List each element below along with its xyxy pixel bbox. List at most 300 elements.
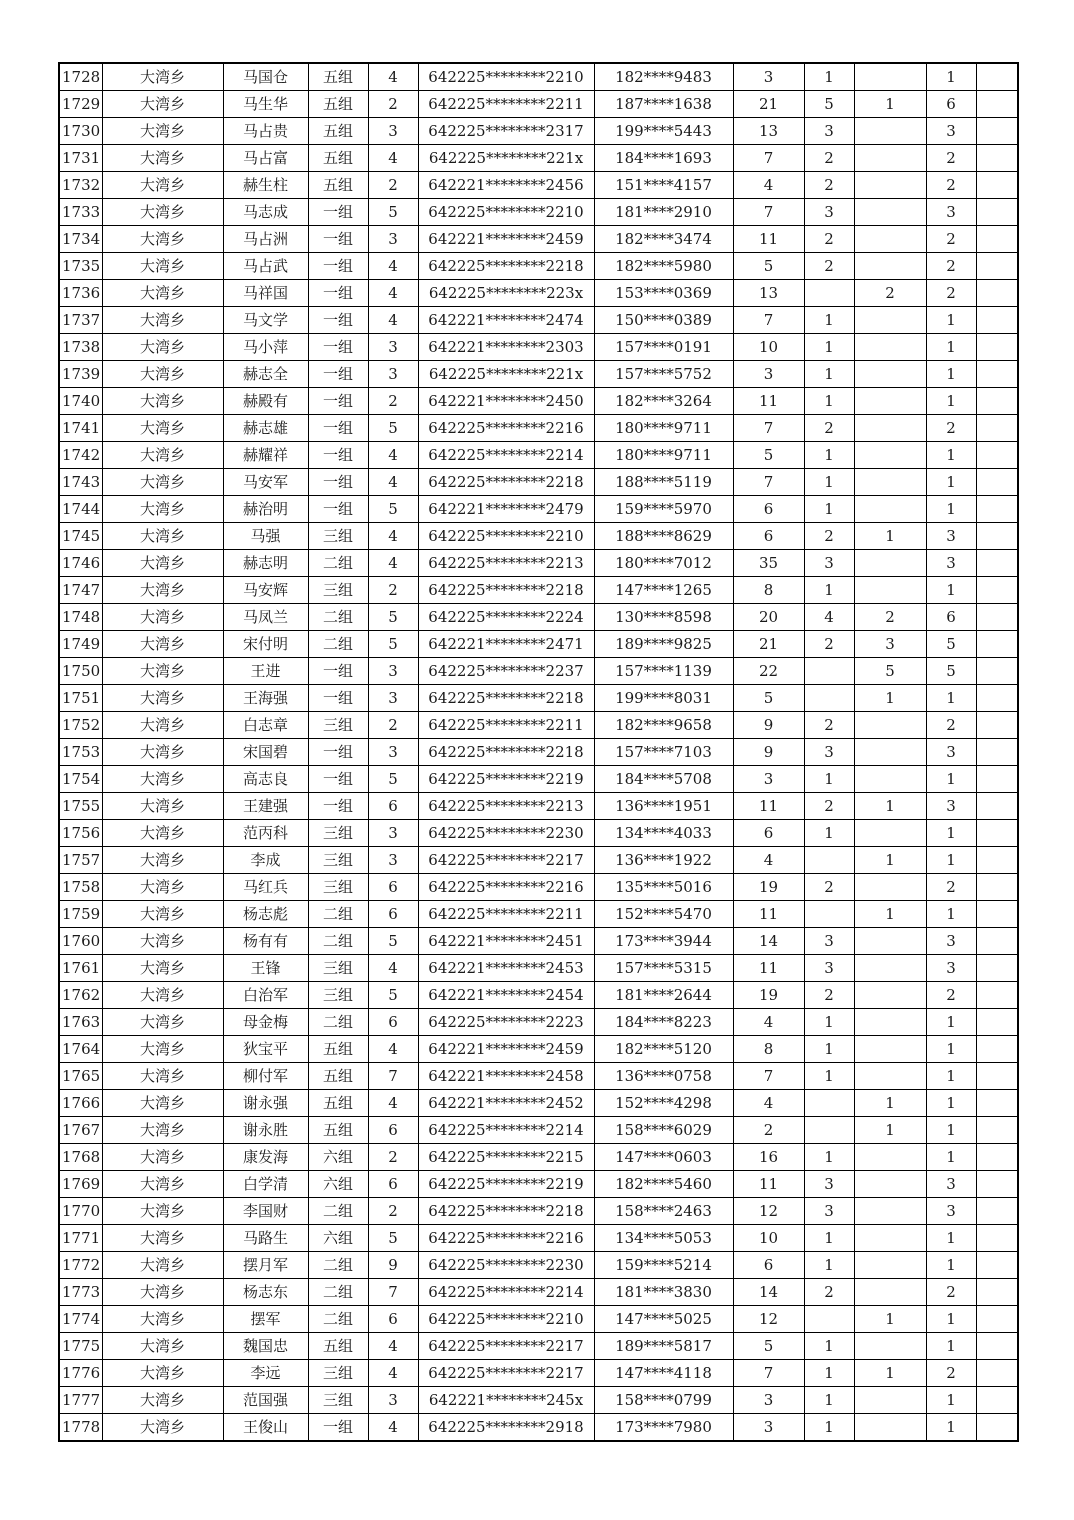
cell-phone_masked: 181****3830: [594, 1279, 733, 1306]
table-row: [59, 118, 1018, 145]
cell-total: 1: [926, 1252, 976, 1279]
cell-township: 大湾乡: [102, 1063, 223, 1090]
cell-num3: [854, 469, 926, 496]
cell-group: 一组: [308, 1414, 368, 1442]
table-row: [59, 172, 1018, 199]
cell-no: 1752: [59, 712, 102, 739]
cell-blank: [976, 1360, 1018, 1387]
cell-group: 三组: [308, 955, 368, 982]
cell-township: 大湾乡: [102, 712, 223, 739]
cell-group: 五组: [308, 1333, 368, 1360]
cell-total: 3: [926, 199, 976, 226]
table-row: [59, 1063, 1018, 1090]
cell-num1: 6: [733, 523, 804, 550]
cell-group: 二组: [308, 1009, 368, 1036]
cell-phone_masked: 182****3474: [594, 226, 733, 253]
cell-id_masked: 642225********2210: [418, 63, 594, 91]
cell-count: 4: [368, 1360, 418, 1387]
cell-num3: 1: [854, 1306, 926, 1333]
cell-blank: [976, 91, 1018, 118]
cell-group: 三组: [308, 523, 368, 550]
cell-id_masked: 642225********2218: [418, 469, 594, 496]
cell-phone_masked: 184****5708: [594, 766, 733, 793]
cell-phone_masked: 147****0603: [594, 1144, 733, 1171]
cell-no: 1739: [59, 361, 102, 388]
cell-num1: 3: [733, 1414, 804, 1442]
cell-num3: [854, 550, 926, 577]
cell-name: 摆月军: [223, 1252, 308, 1279]
table-row: [59, 1306, 1018, 1333]
cell-num2: [804, 901, 854, 928]
cell-num1: 21: [733, 91, 804, 118]
cell-num3: [854, 63, 926, 91]
table-row: [59, 793, 1018, 820]
cell-township: 大湾乡: [102, 1171, 223, 1198]
cell-township: 大湾乡: [102, 1090, 223, 1117]
cell-no: 1758: [59, 874, 102, 901]
cell-phone_masked: 136****1922: [594, 847, 733, 874]
cell-township: 大湾乡: [102, 577, 223, 604]
cell-township: 大湾乡: [102, 496, 223, 523]
cell-name: 马占武: [223, 253, 308, 280]
cell-no: 1749: [59, 631, 102, 658]
table-row: [59, 1360, 1018, 1387]
cell-blank: [976, 253, 1018, 280]
cell-no: 1761: [59, 955, 102, 982]
cell-id_masked: 642225********2230: [418, 820, 594, 847]
cell-blank: [976, 550, 1018, 577]
cell-total: 1: [926, 1117, 976, 1144]
cell-num1: 7: [733, 1063, 804, 1090]
cell-name: 宋国碧: [223, 739, 308, 766]
cell-id_masked: 642225********2210: [418, 523, 594, 550]
table-row: [59, 388, 1018, 415]
cell-name: 宋付明: [223, 631, 308, 658]
cell-group: 二组: [308, 901, 368, 928]
cell-num1: 11: [733, 388, 804, 415]
cell-phone_masked: 157****5752: [594, 361, 733, 388]
cell-no: 1734: [59, 226, 102, 253]
cell-id_masked: 642221********2453: [418, 955, 594, 982]
cell-group: 一组: [308, 280, 368, 307]
cell-num3: [854, 1198, 926, 1225]
cell-num2: 1: [804, 361, 854, 388]
cell-phone_masked: 159****5970: [594, 496, 733, 523]
cell-group: 一组: [308, 361, 368, 388]
cell-num2: [804, 1090, 854, 1117]
cell-count: 2: [368, 388, 418, 415]
cell-phone_masked: 147****1265: [594, 577, 733, 604]
cell-group: 二组: [308, 1198, 368, 1225]
table-row: [59, 199, 1018, 226]
cell-phone_masked: 173****7980: [594, 1414, 733, 1442]
cell-name: 马安辉: [223, 577, 308, 604]
cell-phone_masked: 187****1638: [594, 91, 733, 118]
cell-group: 一组: [308, 739, 368, 766]
cell-group: 三组: [308, 874, 368, 901]
cell-township: 大湾乡: [102, 253, 223, 280]
cell-phone_masked: 134****4033: [594, 820, 733, 847]
cell-num3: [854, 1063, 926, 1090]
cell-count: 2: [368, 712, 418, 739]
cell-num3: [854, 1171, 926, 1198]
cell-count: 6: [368, 1306, 418, 1333]
cell-num2: [804, 685, 854, 712]
cell-blank: [976, 1117, 1018, 1144]
cell-count: 3: [368, 226, 418, 253]
cell-township: 大湾乡: [102, 847, 223, 874]
cell-count: 3: [368, 334, 418, 361]
table-row: [59, 631, 1018, 658]
cell-count: 4: [368, 523, 418, 550]
cell-township: 大湾乡: [102, 280, 223, 307]
cell-blank: [976, 1252, 1018, 1279]
cell-blank: [976, 982, 1018, 1009]
cell-blank: [976, 280, 1018, 307]
cell-num2: 2: [804, 253, 854, 280]
table-row: [59, 307, 1018, 334]
cell-id_masked: 642221********2454: [418, 982, 594, 1009]
cell-group: 三组: [308, 1360, 368, 1387]
cell-no: 1737: [59, 307, 102, 334]
cell-township: 大湾乡: [102, 1387, 223, 1414]
cell-group: 一组: [308, 442, 368, 469]
cell-num3: [854, 712, 926, 739]
cell-group: 二组: [308, 1252, 368, 1279]
cell-phone_masked: 136****1951: [594, 793, 733, 820]
cell-no: 1748: [59, 604, 102, 631]
cell-num3: 1: [854, 847, 926, 874]
cell-blank: [976, 766, 1018, 793]
cell-name: 马小萍: [223, 334, 308, 361]
cell-id_masked: 642225********2213: [418, 550, 594, 577]
cell-blank: [976, 874, 1018, 901]
table-row: [59, 1252, 1018, 1279]
cell-township: 大湾乡: [102, 685, 223, 712]
table-row: [59, 1387, 1018, 1414]
cell-total: 2: [926, 280, 976, 307]
cell-num2: [804, 847, 854, 874]
cell-total: 1: [926, 820, 976, 847]
cell-group: 三组: [308, 712, 368, 739]
cell-township: 大湾乡: [102, 631, 223, 658]
cell-group: 二组: [308, 928, 368, 955]
cell-num3: 1: [854, 91, 926, 118]
cell-num2: 2: [804, 982, 854, 1009]
cell-phone_masked: 182****5980: [594, 253, 733, 280]
cell-no: 1768: [59, 1144, 102, 1171]
cell-phone_masked: 182****5460: [594, 1171, 733, 1198]
cell-township: 大湾乡: [102, 955, 223, 982]
cell-total: 3: [926, 523, 976, 550]
cell-township: 大湾乡: [102, 442, 223, 469]
cell-num2: 3: [804, 118, 854, 145]
cell-count: 4: [368, 63, 418, 91]
cell-id_masked: 642225********2214: [418, 1279, 594, 1306]
cell-group: 五组: [308, 145, 368, 172]
cell-num3: [854, 199, 926, 226]
cell-no: 1732: [59, 172, 102, 199]
cell-group: 五组: [308, 1117, 368, 1144]
cell-num1: 22: [733, 658, 804, 685]
cell-num1: 3: [733, 361, 804, 388]
cell-blank: [976, 307, 1018, 334]
cell-no: 1755: [59, 793, 102, 820]
cell-num3: [854, 982, 926, 1009]
cell-group: 五组: [308, 1036, 368, 1063]
cell-num2: 2: [804, 415, 854, 442]
cell-name: 范国强: [223, 1387, 308, 1414]
cell-phone_masked: 157****5315: [594, 955, 733, 982]
cell-name: 王俊山: [223, 1414, 308, 1442]
cell-phone_masked: 130****8598: [594, 604, 733, 631]
cell-num3: 1: [854, 793, 926, 820]
cell-name: 白治军: [223, 982, 308, 1009]
cell-num3: [854, 172, 926, 199]
cell-total: 2: [926, 712, 976, 739]
cell-count: 5: [368, 982, 418, 1009]
cell-name: 王锋: [223, 955, 308, 982]
cell-num2: 3: [804, 928, 854, 955]
cell-name: 赫耀祥: [223, 442, 308, 469]
cell-num2: 1: [804, 496, 854, 523]
cell-total: 1: [926, 901, 976, 928]
cell-group: 三组: [308, 1387, 368, 1414]
table-row: [59, 1279, 1018, 1306]
cell-count: 6: [368, 1117, 418, 1144]
cell-num1: 8: [733, 1036, 804, 1063]
cell-id_masked: 642221********2459: [418, 1036, 594, 1063]
cell-num2: 1: [804, 388, 854, 415]
cell-no: 1751: [59, 685, 102, 712]
cell-count: 2: [368, 91, 418, 118]
cell-blank: [976, 1009, 1018, 1036]
cell-township: 大湾乡: [102, 307, 223, 334]
cell-num1: 10: [733, 1225, 804, 1252]
cell-name: 赫志全: [223, 361, 308, 388]
cell-num2: 1: [804, 307, 854, 334]
table-row: [59, 1117, 1018, 1144]
cell-id_masked: 642225********2218: [418, 577, 594, 604]
cell-name: 马凤兰: [223, 604, 308, 631]
cell-total: 1: [926, 1333, 976, 1360]
cell-township: 大湾乡: [102, 901, 223, 928]
cell-phone_masked: 159****5214: [594, 1252, 733, 1279]
cell-id_masked: 642225********2219: [418, 1171, 594, 1198]
cell-no: 1775: [59, 1333, 102, 1360]
cell-num2: 2: [804, 523, 854, 550]
cell-id_masked: 642225********2218: [418, 253, 594, 280]
cell-name: 谢永胜: [223, 1117, 308, 1144]
cell-blank: [976, 523, 1018, 550]
cell-num2: 3: [804, 1198, 854, 1225]
cell-no: 1770: [59, 1198, 102, 1225]
cell-township: 大湾乡: [102, 766, 223, 793]
cell-num1: 4: [733, 172, 804, 199]
cell-id_masked: 642225********2210: [418, 1306, 594, 1333]
cell-name: 白志章: [223, 712, 308, 739]
cell-num3: [854, 928, 926, 955]
cell-no: 1743: [59, 469, 102, 496]
cell-id_masked: 642225********2216: [418, 874, 594, 901]
cell-name: 马占洲: [223, 226, 308, 253]
cell-group: 一组: [308, 766, 368, 793]
cell-name: 马生华: [223, 91, 308, 118]
cell-phone_masked: 189****5817: [594, 1333, 733, 1360]
cell-no: 1742: [59, 442, 102, 469]
cell-total: 3: [926, 739, 976, 766]
cell-no: 1744: [59, 496, 102, 523]
cell-count: 6: [368, 901, 418, 928]
cell-num1: 5: [733, 685, 804, 712]
cell-id_masked: 642225********2217: [418, 1333, 594, 1360]
cell-blank: [976, 793, 1018, 820]
cell-no: 1756: [59, 820, 102, 847]
cell-num3: [854, 145, 926, 172]
cell-total: 1: [926, 1036, 976, 1063]
cell-id_masked: 642221********2471: [418, 631, 594, 658]
cell-total: 3: [926, 928, 976, 955]
cell-phone_masked: 182****9483: [594, 63, 733, 91]
cell-township: 大湾乡: [102, 1360, 223, 1387]
cell-num2: 5: [804, 91, 854, 118]
table-body: [59, 63, 1018, 1441]
cell-total: 1: [926, 469, 976, 496]
cell-no: 1746: [59, 550, 102, 577]
cell-num1: 12: [733, 1198, 804, 1225]
cell-num3: [854, 1414, 926, 1442]
resident-roster-table: [58, 62, 1019, 1442]
cell-blank: [976, 631, 1018, 658]
cell-total: 2: [926, 172, 976, 199]
cell-total: 3: [926, 1198, 976, 1225]
cell-num2: 2: [804, 1279, 854, 1306]
cell-num2: 2: [804, 793, 854, 820]
cell-num1: 19: [733, 982, 804, 1009]
cell-blank: [976, 1063, 1018, 1090]
cell-no: 1765: [59, 1063, 102, 1090]
cell-total: 2: [926, 1279, 976, 1306]
cell-num3: [854, 874, 926, 901]
cell-group: 五组: [308, 118, 368, 145]
cell-group: 三组: [308, 847, 368, 874]
cell-num1: 13: [733, 118, 804, 145]
cell-phone_masked: 147****4118: [594, 1360, 733, 1387]
cell-num3: [854, 442, 926, 469]
cell-count: 4: [368, 1414, 418, 1442]
cell-group: 五组: [308, 1063, 368, 1090]
cell-num2: 3: [804, 199, 854, 226]
cell-total: 1: [926, 361, 976, 388]
cell-township: 大湾乡: [102, 145, 223, 172]
cell-num2: [804, 1117, 854, 1144]
cell-num3: [854, 1144, 926, 1171]
cell-name: 马路生: [223, 1225, 308, 1252]
cell-num1: 11: [733, 226, 804, 253]
cell-total: 1: [926, 496, 976, 523]
cell-name: 马占富: [223, 145, 308, 172]
cell-township: 大湾乡: [102, 226, 223, 253]
cell-township: 大湾乡: [102, 469, 223, 496]
cell-group: 五组: [308, 172, 368, 199]
cell-no: 1753: [59, 739, 102, 766]
table-row: [59, 982, 1018, 1009]
cell-phone_masked: 173****3944: [594, 928, 733, 955]
cell-num3: [854, 739, 926, 766]
cell-township: 大湾乡: [102, 63, 223, 91]
cell-phone_masked: 180****7012: [594, 550, 733, 577]
cell-total: 1: [926, 685, 976, 712]
cell-township: 大湾乡: [102, 1198, 223, 1225]
cell-no: 1728: [59, 63, 102, 91]
cell-num3: [854, 496, 926, 523]
table-row: [59, 253, 1018, 280]
cell-count: 7: [368, 1063, 418, 1090]
cell-count: 2: [368, 1198, 418, 1225]
cell-blank: [976, 415, 1018, 442]
cell-num3: [854, 1225, 926, 1252]
cell-num1: 4: [733, 1090, 804, 1117]
cell-township: 大湾乡: [102, 820, 223, 847]
cell-township: 大湾乡: [102, 361, 223, 388]
cell-no: 1757: [59, 847, 102, 874]
cell-name: 柳付军: [223, 1063, 308, 1090]
cell-num1: 13: [733, 280, 804, 307]
cell-blank: [976, 712, 1018, 739]
cell-count: 4: [368, 307, 418, 334]
cell-group: 一组: [308, 334, 368, 361]
cell-township: 大湾乡: [102, 523, 223, 550]
cell-num3: [854, 1279, 926, 1306]
cell-group: 一组: [308, 658, 368, 685]
cell-num2: 1: [804, 63, 854, 91]
cell-phone_masked: 180****9711: [594, 442, 733, 469]
cell-id_masked: 642225********2211: [418, 91, 594, 118]
cell-num1: 6: [733, 496, 804, 523]
cell-blank: [976, 1036, 1018, 1063]
cell-id_masked: 642221********2474: [418, 307, 594, 334]
cell-phone_masked: 151****4157: [594, 172, 733, 199]
cell-num3: [854, 1333, 926, 1360]
cell-count: 2: [368, 577, 418, 604]
cell-group: 二组: [308, 604, 368, 631]
cell-total: 1: [926, 1306, 976, 1333]
cell-total: 1: [926, 1090, 976, 1117]
cell-name: 马占贵: [223, 118, 308, 145]
cell-blank: [976, 361, 1018, 388]
cell-no: 1760: [59, 928, 102, 955]
cell-blank: [976, 577, 1018, 604]
cell-num2: [804, 280, 854, 307]
cell-id_masked: 642221********2479: [418, 496, 594, 523]
cell-id_masked: 642225********2217: [418, 1360, 594, 1387]
cell-count: 5: [368, 415, 418, 442]
cell-blank: [976, 118, 1018, 145]
cell-name: 马志成: [223, 199, 308, 226]
cell-name: 杨志东: [223, 1279, 308, 1306]
cell-num3: [854, 1036, 926, 1063]
table-row: [59, 523, 1018, 550]
cell-name: 赫治明: [223, 496, 308, 523]
cell-num1: 5: [733, 442, 804, 469]
cell-group: 一组: [308, 496, 368, 523]
cell-total: 1: [926, 1009, 976, 1036]
table-row: [59, 442, 1018, 469]
cell-num3: [854, 820, 926, 847]
cell-num3: [854, 361, 926, 388]
cell-num1: 20: [733, 604, 804, 631]
cell-no: 1747: [59, 577, 102, 604]
